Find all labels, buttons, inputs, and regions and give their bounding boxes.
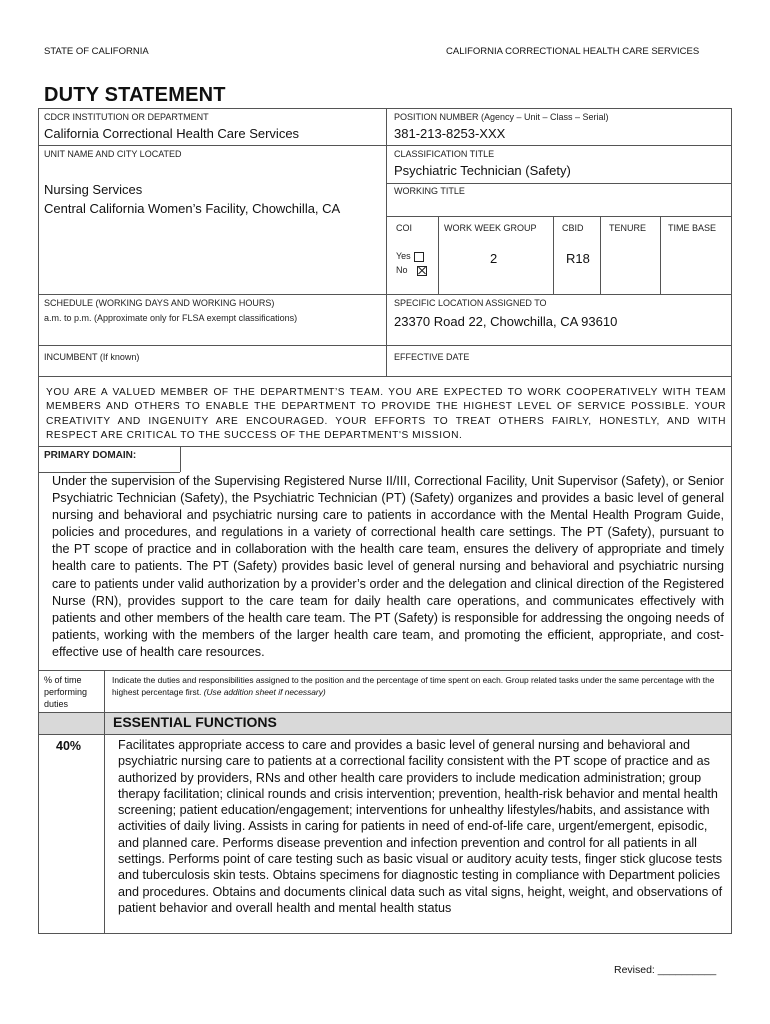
position-number-field[interactable]: 381-213-8253-XXX [394,126,506,141]
instructions-note: (Use addition sheet if necessary) [203,687,326,697]
classification-field[interactable]: Psychiatric Technician (Safety) [394,163,571,178]
unit-field-line2[interactable]: Central California Women’s Facility, Chowchilla, CA [44,201,341,216]
column-divider [438,216,439,294]
time-base-label: TIME BASE [668,223,717,233]
unit-label: UNIT NAME AND CITY LOCATED [44,149,182,159]
header-agency: CALIFORNIA CORRECTIONAL HEALTH CARE SERVICES [446,46,700,57]
mission-statement: YOU ARE A VALUED MEMBER OF THE DEPARTMENT’S TEAM. YOU ARE EXPECTED TO WORK COOPERATIVELY WITH TEAM MEMBERS AND OTHERS TO ENABLE THE DEPARTMENT TO PROVIDE THE HIGHEST LEVEL OF SERVICE POSSIBLE. YOUR CREATIVITY AND INGENUITY ARE ENCOURAGED. YOUR EFFORTS TO TREAT OTHERS FAIRLY, HONESTLY, AND WITH RESPECT ARE CRITICAL TO THE SUCCESS OF THE DEPARTMENT'S MISSION. [46,387,726,441]
row-divider [38,734,732,735]
primary-domain-label: PRIMARY DOMAIN: [44,450,137,461]
work-week-group-field[interactable]: 2 [490,251,498,266]
row-divider [38,294,732,295]
coi-no-label: No [396,265,408,275]
column-divider [660,216,661,294]
institution-label: CDCR INSTITUTION OR DEPARTMENT [44,112,209,122]
coi-label: COI [396,223,413,233]
revised-date[interactable]: Revised: __________ [614,964,717,976]
cbid-field[interactable]: R18 [566,251,590,266]
column-divider [180,446,181,472]
cbid-label: CBID [562,223,584,233]
row-divider [38,145,732,146]
row-divider [38,376,732,377]
work-week-group-label: WORK WEEK GROUP [444,223,537,233]
tenure-label: TENURE [609,223,647,233]
section-shading [39,713,104,734]
incumbent-label: INCUMBENT (If known) [44,352,140,362]
coi-no-option[interactable] [396,265,427,276]
institution-field[interactable]: California Correctional Health Care Services [44,126,300,141]
position-number-label: POSITION NUMBER (Agency – Unit – Class – Serial) [394,112,609,122]
classification-label: CLASSIFICATION TITLE [394,149,495,159]
duties-instructions [112,674,724,698]
document-title: DUTY STATEMENT [44,84,226,106]
unit-field-line1[interactable]: Nursing Services [44,182,143,197]
row-divider [38,345,732,346]
primary-domain-text: Under the supervision of the Supervising Registered Nurse II/III, Correctional Facility, Unit Supervisor (Safety), or Senior Psychiatric Technician (Safety), the Psychiatric Technician (PT) (Safety) organizes and provides a basic level of general nursing and behavioral and psychiatric nursing care to patients in accordance with the Mental Health Program Guide, policies and procedures, and regulations in a variety of correctional health care settings. The PT (Safety), pursuant to the PT scope of practice and in collaboration with the health care team, ensures the delivery of appropriate and timely health care to patients. The PT (Safety) provides basic level of general nursing and behavioral and psychiatric nursing care to patients under valid authorization by a provider’s order and the delegation and clinical direction of the Registered Nurse (RN), provides support to the care team for daily health care operations, and communicates effectively with patients and other members of the health care team. The PT (Safety) is responsible for addressing the ongoing needs of patients, working with the members of the larger health care team, and promoting the efficient, appropriate, and cost-effective use of health care resources. [52,474,724,659]
row-divider [386,183,732,184]
schedule-label: SCHEDULE (WORKING DAYS AND WORKING HOURS) [44,298,275,308]
location-field[interactable]: 23370 Road 22, Chowchilla, CA 93610 [394,314,618,329]
essential-functions-heading: ESSENTIAL FUNCTIONS [113,714,277,730]
row-divider [38,446,732,447]
column-divider [600,216,601,294]
schedule-field[interactable]: a.m. to p.m. (Approximate only for FLSA exempt classifications) [44,313,298,323]
duty-percentage: 40% [56,739,82,753]
working-title-label: WORKING TITLE [394,186,465,196]
column-divider [104,670,105,934]
coi-yes-label: Yes [396,251,411,261]
column-divider [553,216,554,294]
duty-description: Facilitates appropriate access to care and provides a basic level of general nursing and behavioral and psychiatric nursing care to patients at a correctional facility consistent with the PT scope of practice and as authorized by providers, RNs and other health care providers to include medication administration; group therapy facilitation; clinical rounds and crisis intervention; prevention, health-risk behavior and mental health screening; patient education/engagement; interventions for unhealthy lifestyles/habits, and assistance with activities of daily living. Assists in caring for patients in need of end-of-life care, urgent/emergent, episodic, and planned care. Performs disease prevention and infection prevention and control for all patients in all settings. Performs point of care testing such as basic visual or auditory acuity tests, finger stick glucose tests and tuberculosis skin tests. Obtains specimens for diagnostic testing in compliance with Department policies and procedures. Obtains and documents clinical data such as vital signs, height, weight, and observations of patient behavior and overall health and mental health status [118,738,723,915]
coi-yes-checkbox[interactable] [414,252,424,262]
effective-date-label: EFFECTIVE DATE [394,352,470,362]
coi-yes-option[interactable] [396,251,424,262]
coi-no-checkbox[interactable] [417,266,427,276]
instructions-text: Indicate the duties and responsibilities assigned to the position and the percentage of time spent on each. Group related tasks under the same percentage with the highest percentage first. [112,675,715,697]
location-label: SPECIFIC LOCATION ASSIGNED TO [394,298,547,308]
percent-time-label: % of time performing duties [44,675,88,709]
row-divider [38,670,732,671]
header-state: STATE OF CALIFORNIA [44,46,149,57]
column-divider [386,108,387,376]
